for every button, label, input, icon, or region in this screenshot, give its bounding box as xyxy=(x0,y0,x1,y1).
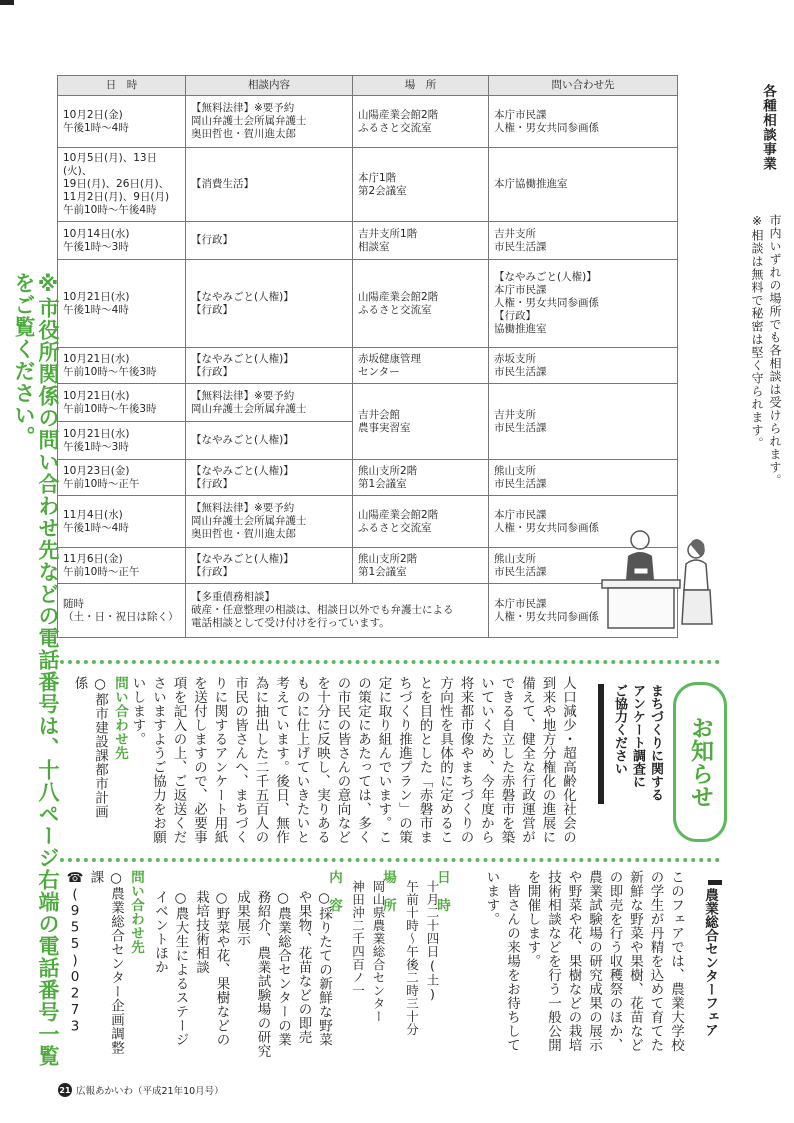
cell-contact: 赤坂支所 市民生活課 xyxy=(489,348,678,384)
machizukuri-body: 人口減少・超高齢化社会の到来や地方分権化の進展に備えて、健全な行政運営ができる自立した赤磐市を築いていくため、今年度から将来都市像やまちづくりの方向性を具体的に定めることを目的とした「赤磐市まちづくり推進プラン」の策定に取り組んでいます。この策定にあたっては、多くの市民の皆さんの意向などを十分に反映し、実りあるものに仕上げていきたいと考えています。後日、無作為に抽出した二千五百人の市民の皆さんへ、まちづくりに関するアンケート用紙を送付しますので、必要事項を記入の上、ご返送くださいますようご協力をお願いします。 xyxy=(129,676,576,844)
cell-content: 【無料法律】※要予約 岡山弁護士会所属弁護士 xyxy=(186,384,353,422)
cell-content: 【なやみごと(人権)】 【行政】 xyxy=(186,460,353,496)
cell-contact: 本庁協働推進室 xyxy=(489,148,678,222)
machizukuri-contact-label: 問い合わせ先 xyxy=(112,676,128,760)
cell-date: 10月23日(金) 午前10時～正午 xyxy=(58,460,186,496)
cell-place: 山陽産業会館2階 ふるさと交流室 xyxy=(353,260,489,348)
cell-content: 【消費生活】 xyxy=(186,148,353,222)
header-date: 日 時 xyxy=(58,76,186,96)
cell-contact: 熊山支所 市民生活課 xyxy=(489,460,678,496)
divider-top xyxy=(60,660,720,664)
cell-date: 10月21日(水) 午前10時～午後3時 xyxy=(58,348,186,384)
header-contact: 問い合わせ先 xyxy=(489,76,678,96)
cell-place: 山陽産業会館2階 ふるさと交流室 xyxy=(353,96,489,148)
cell-date: 10月21日(水) 午後1時～4時 xyxy=(58,260,186,348)
cell-content: 【なやみごと(人権)】 【行政】 xyxy=(186,260,353,348)
cell-date: 10月5日(月)、13日(火)、 19日(月)、26日(月)、 11月2日(月)、9日(月) 午前10時～午後4時 xyxy=(58,148,186,222)
cell-content: 【行政】 xyxy=(186,222,353,260)
fair-datetime: 十月二十四日(土) 午前十時～午後二時三十分 xyxy=(404,880,440,1036)
cell-place: 熊山支所2階 第1会議室 xyxy=(353,460,489,496)
table-row xyxy=(58,96,678,148)
section-marker xyxy=(708,880,722,885)
cell-contact: 吉井支所 市民生活課 xyxy=(489,222,678,260)
oshirase-badge xyxy=(673,682,727,842)
table-row xyxy=(58,496,678,548)
divider-middle xyxy=(60,858,720,862)
fair-title: 農業総合センターフェア xyxy=(702,888,718,1037)
table-row xyxy=(58,348,678,384)
consultation-table xyxy=(57,75,678,638)
cell-place: 熊山支所2階 第1会議室 xyxy=(353,548,489,584)
publication-name: 広報あかいわ（平成21年10月号） xyxy=(76,1086,224,1097)
machizukuri-contact: ○都市建設課都市計画係 xyxy=(71,676,108,819)
cell-contact: 【なやみごと(人権)】 本庁市民課 人権・男女共同参画係 【行政】 協働推進室 xyxy=(489,260,678,348)
cell-contact: 吉井支所 市民生活課 xyxy=(489,384,678,460)
cell-content: 【なやみごと(人権)】 【行政】 xyxy=(186,348,353,384)
cell-place: 赤坂健康管理 センター xyxy=(353,348,489,384)
cell-date: 随時 （土・日・祝日は除く） xyxy=(58,584,186,638)
table-row xyxy=(58,222,678,260)
fair-place: 岡山県農業総合センター 神田沖二千四百ノ一 xyxy=(350,880,386,1023)
cell-date: 10月21日(水) 午前10時～午後3時 xyxy=(58,384,186,422)
cell-content: 【なやみごと(人権)】 xyxy=(186,422,353,460)
fair-content: ○採りたての新鮮な野菜や果物、花苗などの即売 ○農業総合センターの業務紹介、農業試験場の研究成果展示 ○野菜や花、果樹などの栽培技術相談 ○農大生によるステージイベントほか xyxy=(152,890,332,1058)
header-content: 相談内容 xyxy=(186,76,353,96)
cell-contact: 熊山支所 市民生活課 xyxy=(489,548,678,584)
cell-date: 10月14日(水) 午後1時～3時 xyxy=(58,222,186,260)
cell-content: 【なやみごと(人権)】 【行政】 xyxy=(186,548,353,584)
section-marker xyxy=(0,0,14,5)
machizukuri-title-box xyxy=(598,684,666,804)
cell-contact: 本庁市民課 人権・男女共同参画係 xyxy=(489,496,678,548)
cell-place: 山陽産業会館2階 ふるさと交流室 xyxy=(353,496,489,548)
fair-content-label: 内 容 xyxy=(326,870,342,912)
cell-content: 【無料法律】※要予約 岡山弁護士会所属弁護士 奥田哲也・賀川進太郎 xyxy=(186,96,353,148)
header-place: 場 所 xyxy=(353,76,489,96)
cell-content: 【無料法律】※要予約 岡山弁護士会所属弁護士 奥田哲也・賀川進太郎 xyxy=(186,496,353,548)
soudan-section-title: 各種相談事業 xyxy=(760,84,776,171)
machizukuri-title: まちづくりに関する アンケート調査に ご協力ください xyxy=(612,684,663,801)
table-row xyxy=(58,548,678,584)
cell-contact: 本庁市民課 人権・男女共同参画係 xyxy=(489,96,678,148)
cell-date: 10月2日(金) 午後1時～4時 xyxy=(58,96,186,148)
table-row xyxy=(58,584,678,638)
cell-place: 吉井支所1階 相談室 xyxy=(353,222,489,260)
fair-contact: ○農業総合センター企画調整課 ☎(955)0273 xyxy=(67,870,124,1055)
cell-date: 11月4日(水) 午後1時～4時 xyxy=(58,496,186,548)
soudan-notes: 市内いずれの場所でも各相談は受けられます。 ※相談は無料で秘密は堅く守られます。 xyxy=(750,214,782,487)
fair-place-label: 場 所 xyxy=(380,870,396,912)
table-row xyxy=(58,260,678,348)
page-footer xyxy=(58,1083,224,1097)
fair-body: このフェアでは、農業大学校の学生が丹精を込めて育てた新鮮な野菜や果樹、花苗などの即売を行う収穫祭のほか、農業試験場の研究成果の展示や野菜や花、果樹などの栽培技術相談などを行う一般公開を開催します。 皆さんの来場をお待ちしています。 xyxy=(483,870,684,1052)
cell-place: 吉井会館 農事実習室 xyxy=(353,384,489,460)
table-header-row xyxy=(58,76,678,96)
fair-datetime-label: 日 時 xyxy=(434,870,450,912)
cell-contact: 本庁市民課 人権・男女共同参画係 xyxy=(489,584,678,638)
cell-content: 【多重債務相談】 破産・任意整理の相談は、相談日以外でも弁護士による 電話相談として受け付けを行っています。 xyxy=(186,584,489,638)
cell-date: 10月21日(水) 午後1時～3時 xyxy=(58,422,186,460)
consultation-illustration xyxy=(600,520,720,630)
table-row xyxy=(58,148,678,222)
table-row xyxy=(58,460,678,496)
phone-number-notice: ※市役所関係の問い合わせ先などの電話番号は、十八ページ右端の電話番号一覧をご覧ください。 xyxy=(12,272,60,1067)
cell-place: 本庁1階 第2会議室 xyxy=(353,148,489,222)
table-row xyxy=(58,384,678,422)
page-number: 21 xyxy=(58,1083,72,1097)
oshirase-label: お知らせ xyxy=(687,716,713,808)
cell-date: 11月6日(金) 午前10時～正午 xyxy=(58,548,186,584)
fair-contact-label: 問い合わせ先 xyxy=(128,870,144,954)
